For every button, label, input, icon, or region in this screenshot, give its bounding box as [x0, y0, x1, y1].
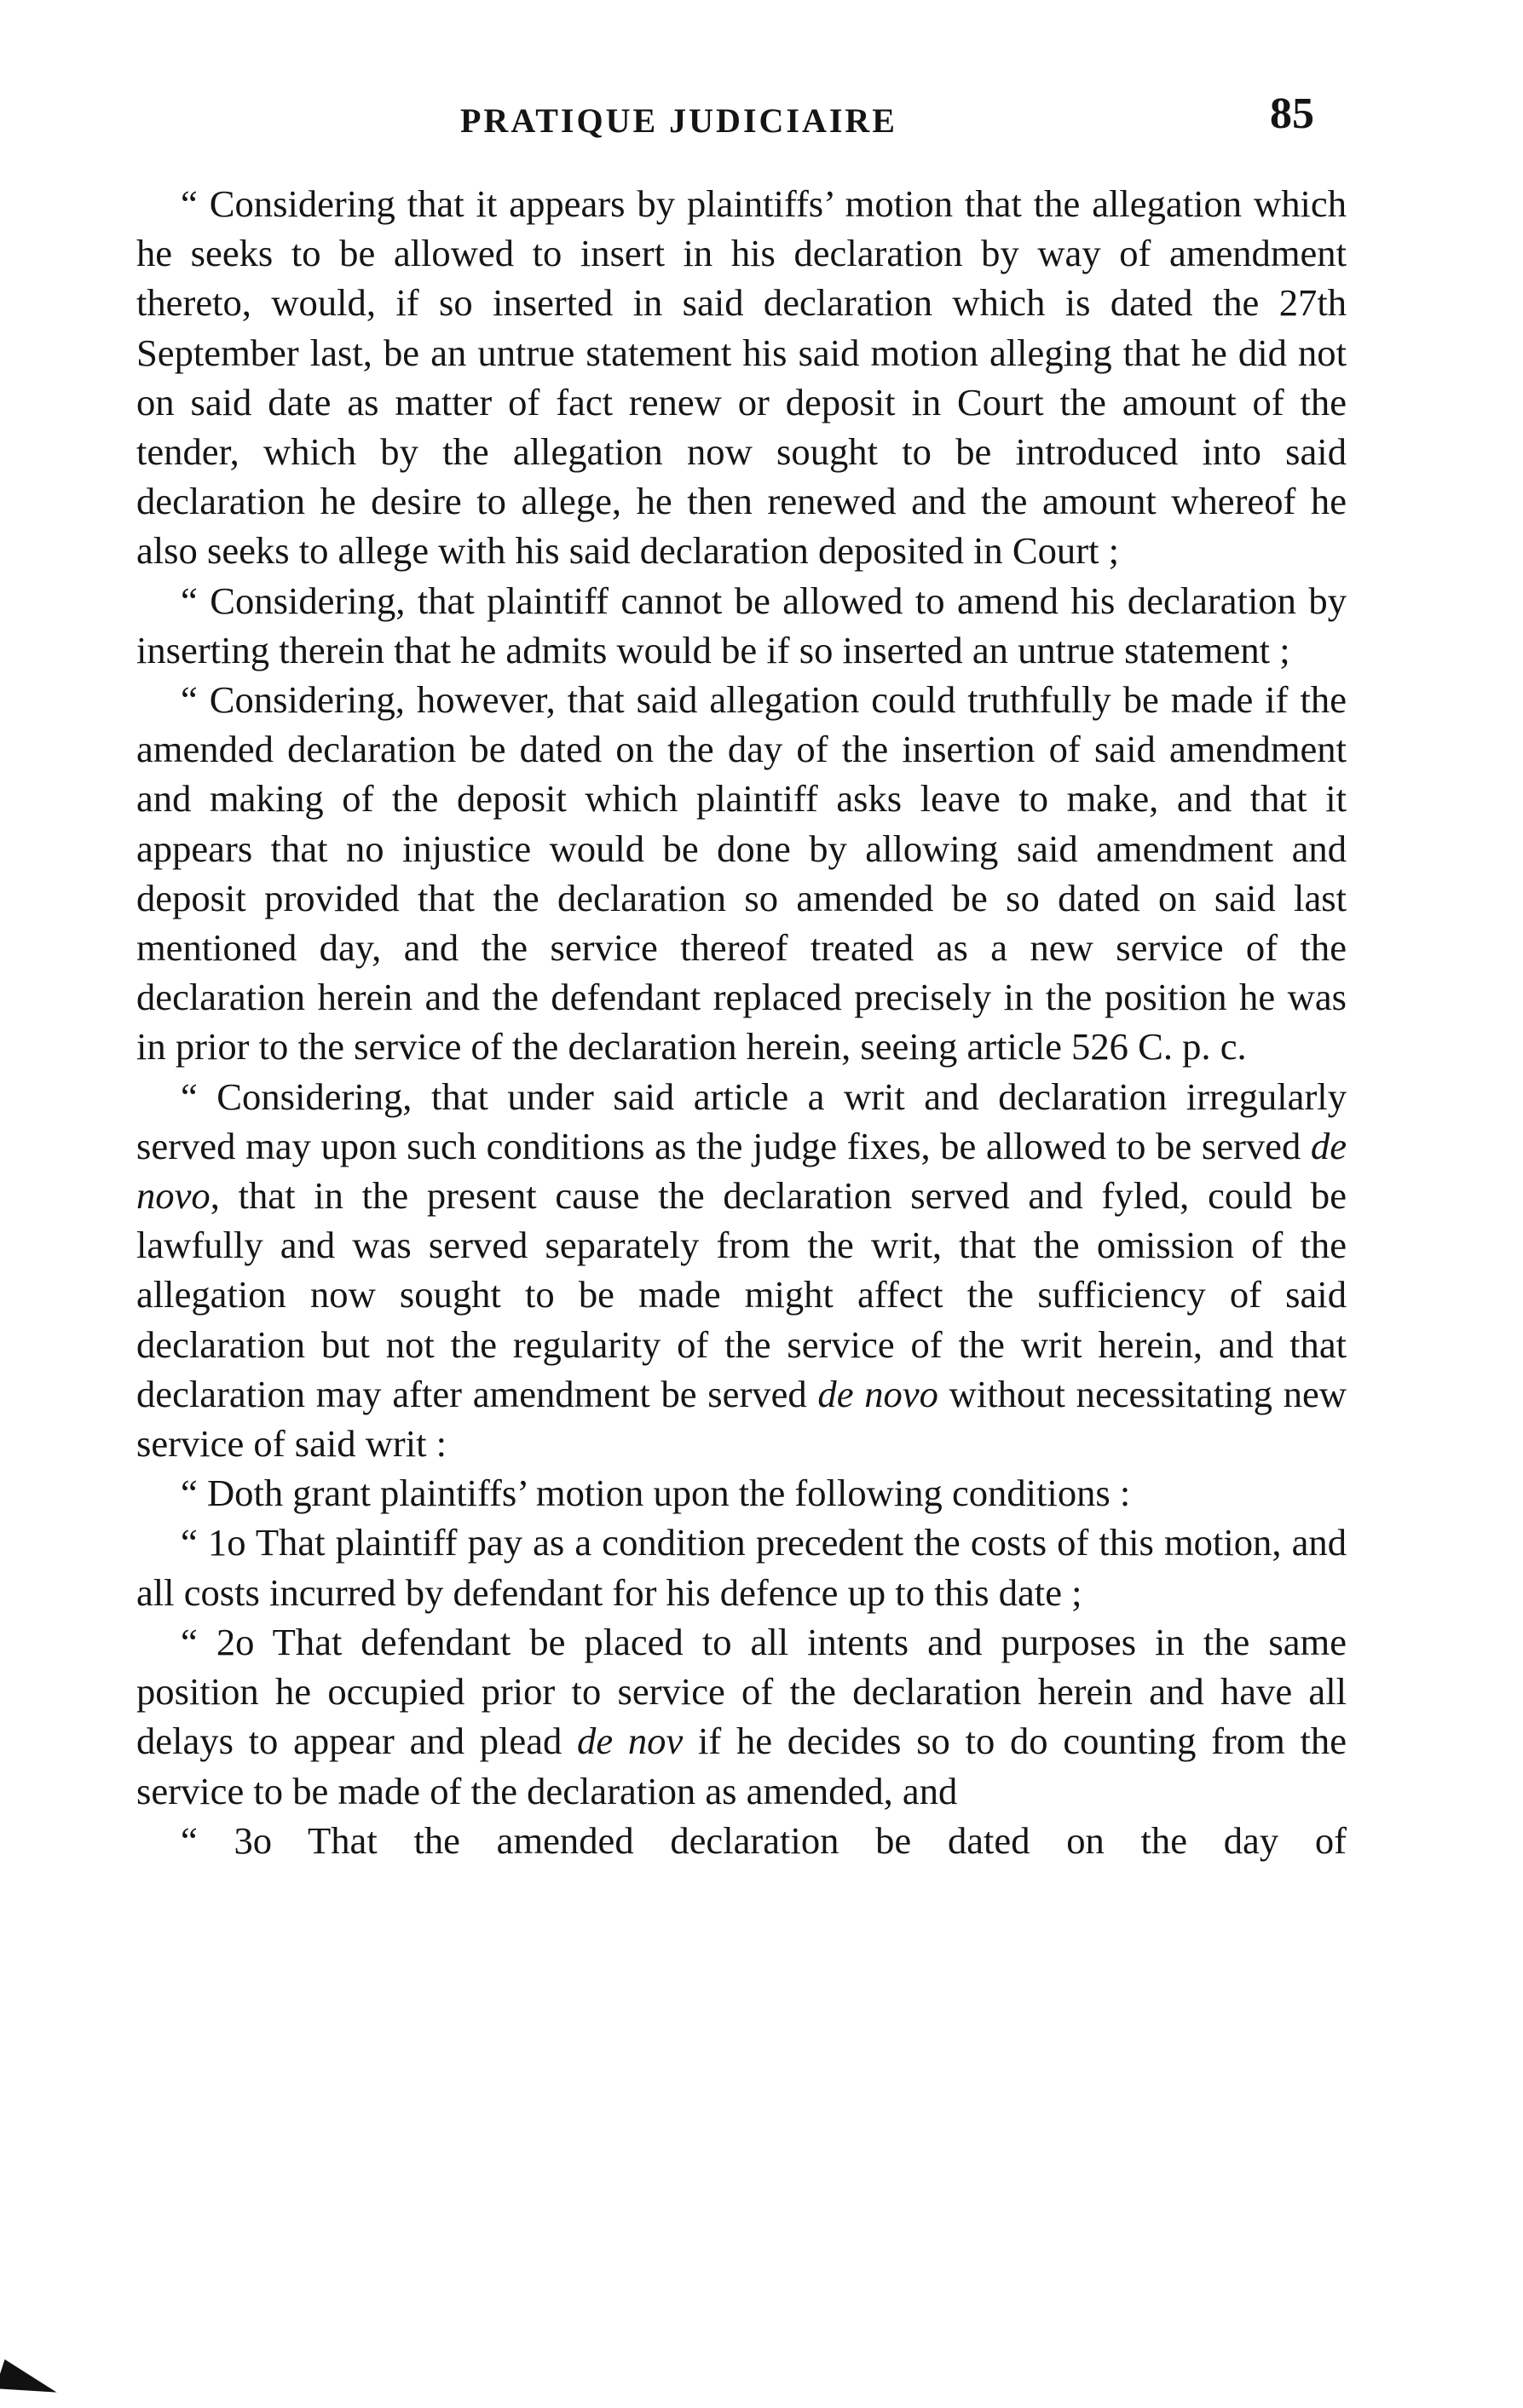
paragraph-condition-2	[136, 1617, 1347, 1816]
paragraph-text-segment: without necessitating new service of said writ :	[136, 1372, 1347, 1466]
latin-phrase: de nov	[577, 1720, 684, 1763]
paragraph-text-segment: “ Considering, that under said article a writ and declaration irregularly served may upon such conditions as the judge fixes, be allowed to be served	[136, 1074, 1347, 1167]
paragraph-text-segment: “ 2o That defendant be placed to all intents and purposes in the same position he occupied prior to service of the declaration herein and have all delays to appear and plead	[136, 1620, 1347, 1763]
body-text	[136, 179, 1347, 1865]
paragraph-considering-untrue-statement: “ Considering that it appears by plaintiffs’ motion that the allegation which he seeks to be allowed to insert in his declaration by way of amendment thereto, would, if so inserted in said declaration which is dated the 27th September last, be an untrue statement his said motion alleging that he did not on said date as matter of fact renew or deposit in Court the amount of the tender, which by the allegation now sought to be introduced into said declaration he desire to allege, he then renewed and the amount whereof he also seeks to allege with his said declaration deposited in Court ;	[136, 182, 1347, 573]
latin-phrase: de novo	[136, 1124, 1347, 1218]
paragraph-considering-truthfully: “ Considering, however, that said allegation could truthfully be made if the amended declaration be dated on the day of the insertion of said amendment and making of the deposit which plaintiff asks leave to make, and that it appears that no injustice would be done by allowing said amendment and deposit provided that the declaration so amended be so dated on said last mentioned day, and the service thereof treated as a new service of the declaration herein and the defendant replaced precisely in the position he was in prior to the service of the declaration herein, seeing article 526 C. p. c.	[136, 678, 1347, 1069]
page-number: 85	[1270, 89, 1314, 138]
paragraph-text-segment: if he decides so to do counting from the service to be made of the declaration as amended, and	[136, 1720, 1347, 1812]
paragraph-considering-cannot-amend: “ Considering, that plaintiff cannot be allowed to amend his declaration by inserting therein that he admits would be if so inserted an untrue statement ;	[136, 579, 1347, 671]
latin-phrase: de novo	[817, 1372, 938, 1415]
paragraph-grant-motion: “ Doth grant plaintiffs’ motion upon the following conditions :	[181, 1472, 1131, 1515]
paragraph-condition-3: “ 3o That the amended declaration be dated on the day of	[181, 1818, 1347, 1862]
paragraph-text-segment: , that in the present cause the declaration served and fyled, could be lawfully and was served separately from the writ, that the omission of the allegation now sought to be made might affect the sufficiency of said declaration but not the regularity of the service of the writ herein, and that declaration may after amendment be served	[136, 1174, 1347, 1415]
paragraph-considering-article	[136, 1072, 1347, 1469]
paragraph-condition-1: “ 1o That plaintiff pay as a condition precedent the costs of this motion, and all costs incurred by defendant for his defence up to this date ;	[136, 1521, 1347, 1614]
scan-edge-mark	[0, 2359, 61, 2407]
running-head: PRATIQUE JUDICIAIRE	[460, 101, 897, 140]
